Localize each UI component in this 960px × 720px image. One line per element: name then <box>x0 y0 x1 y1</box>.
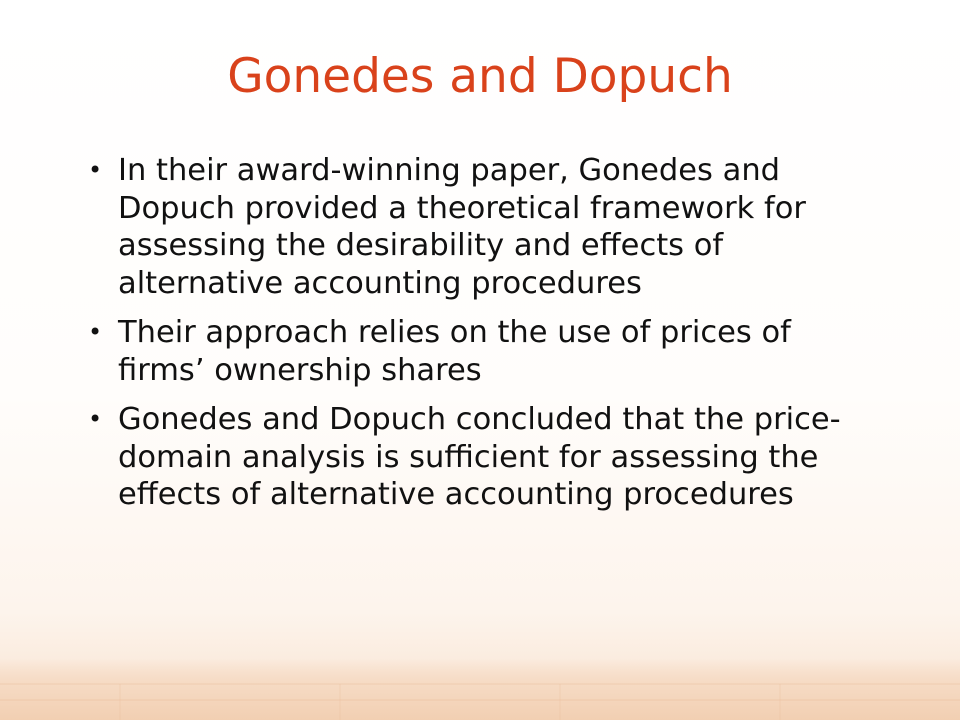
bullet-text: Gonedes and Dopuch concluded that the price-domain analysis is sufficient for assessing the effects of alternative accounting procedures <box>118 402 841 512</box>
bullet-item <box>80 152 880 302</box>
bullet-text: In their award-winning paper, Gonedes and Dopuch provided a theoretical framework for assessing the desirability and effects of alternative accounting procedures <box>118 153 806 301</box>
bullet-list <box>80 152 880 526</box>
footer-texture <box>0 670 960 720</box>
bullet-text: Their approach relies on the use of prices of firms’ ownership shares <box>118 315 791 388</box>
bullet-item <box>80 314 880 389</box>
bullet-icon: • <box>88 156 103 184</box>
bullet-item <box>80 401 880 514</box>
bullet-icon: • <box>88 318 103 346</box>
slide-title: Gonedes and Dopuch <box>227 49 733 104</box>
bullet-icon: • <box>88 405 103 433</box>
